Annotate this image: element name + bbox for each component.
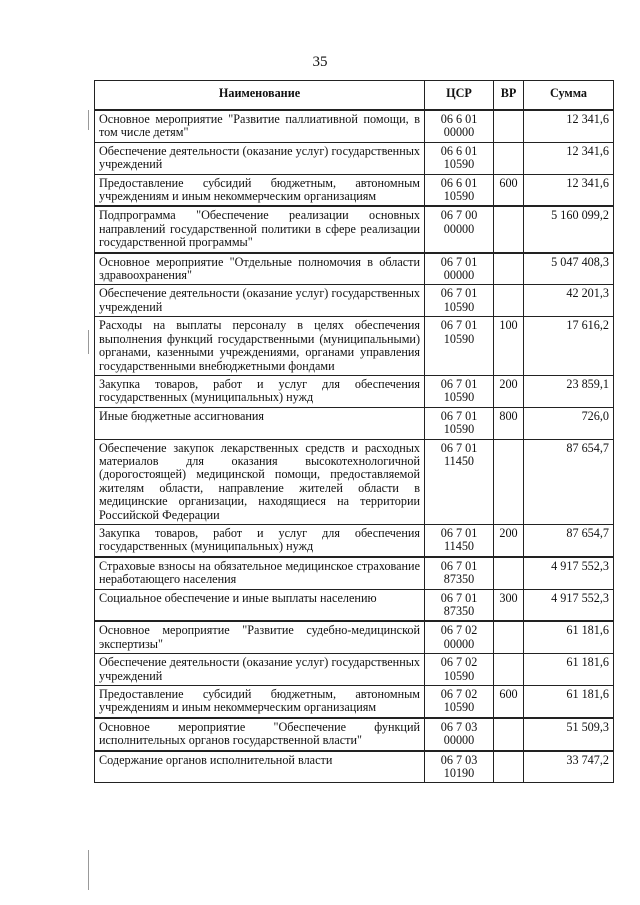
row-vr-cell — [494, 110, 524, 142]
row-sum-cell: 87 654,7 — [524, 524, 614, 556]
table-row — [95, 718, 614, 751]
table-row — [95, 751, 614, 783]
table-row — [95, 375, 614, 407]
row-csr-cell: 06 7 01 10590 — [425, 407, 494, 439]
table-row — [95, 407, 614, 439]
row-sum-cell: 12 341,6 — [524, 142, 614, 174]
row-vr-cell — [494, 142, 524, 174]
row-name-cell: Обеспечение деятельности (оказание услуг) государственных учреждений — [95, 654, 425, 686]
row-csr-cell: 06 7 02 10590 — [425, 686, 494, 718]
row-csr-cell: 06 7 01 11450 — [425, 439, 494, 524]
header-vr: ВР — [494, 81, 524, 111]
row-csr-cell: 06 7 00 00000 — [425, 206, 494, 252]
row-csr-cell: 06 7 02 00000 — [425, 621, 494, 653]
row-vr-cell: 600 — [494, 174, 524, 206]
row-csr-cell: 06 7 01 87350 — [425, 589, 494, 621]
row-csr-cell: 06 7 03 10190 — [425, 751, 494, 783]
table-header-row — [95, 81, 614, 111]
row-name-cell: Социальное обеспечение и иные выплаты населению — [95, 589, 425, 621]
row-name-cell: Основное мероприятие "Отдельные полномочия в области здравоохранения" — [95, 253, 425, 285]
row-name-cell: Закупка товаров, работ и услуг для обеспечения государственных (муниципальных) нужд — [95, 524, 425, 556]
table-row — [95, 110, 614, 142]
table-row — [95, 439, 614, 524]
row-sum-cell: 726,0 — [524, 407, 614, 439]
budget-table — [94, 80, 614, 783]
row-sum-cell: 61 181,6 — [524, 686, 614, 718]
row-sum-cell: 61 181,6 — [524, 621, 614, 653]
scan-margin-mark — [88, 110, 89, 130]
scan-margin-mark — [88, 850, 89, 890]
row-vr-cell — [494, 253, 524, 285]
row-csr-cell: 06 6 01 00000 — [425, 110, 494, 142]
row-name-cell: Основное мероприятие "Развитие судебно-медицинской экспертизы" — [95, 621, 425, 653]
table-row — [95, 285, 614, 317]
row-name-cell: Обеспечение деятельности (оказание услуг) государственных учреждений — [95, 285, 425, 317]
table-row — [95, 142, 614, 174]
row-name-cell: Предоставление субсидий бюджетным, автономным учреждениям и иным некоммерческим организациям — [95, 174, 425, 206]
row-sum-cell: 12 341,6 — [524, 110, 614, 142]
row-vr-cell — [494, 439, 524, 524]
row-vr-cell: 200 — [494, 375, 524, 407]
row-name-cell: Иные бюджетные ассигнования — [95, 407, 425, 439]
row-csr-cell: 06 6 01 10590 — [425, 174, 494, 206]
row-vr-cell: 800 — [494, 407, 524, 439]
row-sum-cell: 51 509,3 — [524, 718, 614, 751]
row-sum-cell: 5 047 408,3 — [524, 253, 614, 285]
row-sum-cell: 87 654,7 — [524, 439, 614, 524]
page-number: 35 — [312, 54, 328, 70]
scan-margin-mark — [88, 330, 89, 354]
row-csr-cell: 06 7 01 10590 — [425, 375, 494, 407]
row-sum-cell: 17 616,2 — [524, 317, 614, 376]
row-csr-cell: 06 6 01 10590 — [425, 142, 494, 174]
table-row — [95, 253, 614, 285]
row-csr-cell: 06 7 01 10590 — [425, 285, 494, 317]
row-sum-cell: 23 859,1 — [524, 375, 614, 407]
row-sum-cell: 12 341,6 — [524, 174, 614, 206]
row-vr-cell — [494, 751, 524, 783]
table-body — [95, 110, 614, 783]
row-vr-cell — [494, 621, 524, 653]
table-row — [95, 174, 614, 206]
row-name-cell: Страховые взносы на обязательное медицинское страхование неработающего населения — [95, 557, 425, 589]
row-sum-cell: 33 747,2 — [524, 751, 614, 783]
row-name-cell: Основное мероприятие "Развитие паллиативной помощи, в том числе детям" — [95, 110, 425, 142]
table-row — [95, 654, 614, 686]
row-vr-cell: 200 — [494, 524, 524, 556]
header-sum: Сумма — [524, 81, 614, 111]
row-vr-cell: 600 — [494, 686, 524, 718]
row-name-cell: Закупка товаров, работ и услуг для обеспечения государственных (муниципальных) нужд — [95, 375, 425, 407]
row-csr-cell: 06 7 01 10590 — [425, 317, 494, 376]
table-row — [95, 524, 614, 556]
row-sum-cell: 42 201,3 — [524, 285, 614, 317]
row-vr-cell — [494, 718, 524, 751]
table-row — [95, 686, 614, 718]
table-row — [95, 557, 614, 589]
row-vr-cell — [494, 557, 524, 589]
row-csr-cell: 06 7 03 00000 — [425, 718, 494, 751]
row-name-cell: Содержание органов исполнительной власти — [95, 751, 425, 783]
row-vr-cell — [494, 654, 524, 686]
row-name-cell: Подпрограмма "Обеспечение реализации основных направлений государственной политики в сфере реализации государственной программы" — [95, 206, 425, 252]
row-sum-cell: 4 917 552,3 — [524, 589, 614, 621]
row-name-cell: Расходы на выплаты персоналу в целях обеспечения выполнения функций государственными (муниципальными) органами, казенными учреждениями, органами управления государственными внебюджетными фондами — [95, 317, 425, 376]
row-sum-cell: 5 160 099,2 — [524, 206, 614, 252]
header-csr: ЦСР — [425, 81, 494, 111]
row-csr-cell: 06 7 01 11450 — [425, 524, 494, 556]
row-vr-cell — [494, 206, 524, 252]
row-vr-cell: 100 — [494, 317, 524, 376]
row-csr-cell: 06 7 01 87350 — [425, 557, 494, 589]
row-name-cell: Обеспечение деятельности (оказание услуг) государственных учреждений — [95, 142, 425, 174]
row-name-cell: Предоставление субсидий бюджетным, автономным учреждениям и иным некоммерческим организациям — [95, 686, 425, 718]
row-csr-cell: 06 7 02 10590 — [425, 654, 494, 686]
table-row — [95, 621, 614, 653]
table-row — [95, 589, 614, 621]
row-sum-cell: 61 181,6 — [524, 654, 614, 686]
row-name-cell: Обеспечение закупок лекарственных средств и расходных материалов для оказания высокотехнологичной (дорогостоящей) медицинской помощи, предоставляемой жителям области, направление жителей области в медицинские организации, находящиеся на территории Российской Федерации — [95, 439, 425, 524]
row-csr-cell: 06 7 01 00000 — [425, 253, 494, 285]
table-row — [95, 206, 614, 252]
row-vr-cell — [494, 285, 524, 317]
row-sum-cell: 4 917 552,3 — [524, 557, 614, 589]
row-name-cell: Основное мероприятие "Обеспечение функций исполнительных органов государственной власти" — [95, 718, 425, 751]
header-name: Наименование — [95, 81, 425, 111]
table-row — [95, 317, 614, 376]
row-vr-cell: 300 — [494, 589, 524, 621]
